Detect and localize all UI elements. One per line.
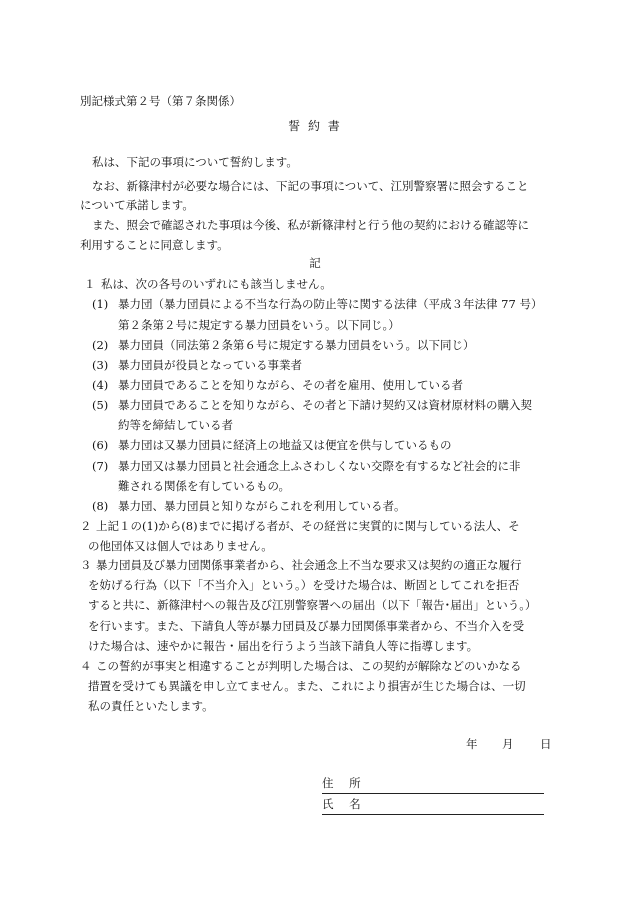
item-text: 私の責任といたします。 — [88, 699, 214, 713]
ki-heading: 記 — [309, 256, 321, 270]
item-number: ４ — [80, 659, 92, 673]
subitem-number: (7) — [92, 459, 109, 473]
subitem-text: 暴力団又は暴力団員と社会通念上ふさわしくない交際を有するなど社会的に非 — [118, 459, 521, 473]
item-number: ３ — [80, 558, 92, 572]
item-text: 私は、次の各号のいずれにも該当しません。 — [101, 277, 332, 291]
subitem-text: 第２条第２号に規定する暴力団員をいう。以下同じ。） — [118, 318, 400, 332]
item-text: この誓約が事実と相違することが判明した場合は、この契約が解除などのいかなる — [96, 659, 522, 673]
subitem-text: 難される関係を有しているもの。 — [118, 479, 291, 493]
item-text: を行います。また、下請負人等が暴力団員及び暴力団関係事業者から、不当介入を受 — [88, 619, 525, 633]
date-year-label: 年 — [466, 737, 478, 751]
intro-line: について承諾します。 — [80, 198, 194, 212]
subitem-number: (3) — [92, 358, 109, 372]
subitem-text: 約等を締結している者 — [118, 418, 233, 432]
subitem-text: 暴力団員が役員となっている事業者 — [118, 358, 302, 372]
document-title: 誓 約 書 — [288, 119, 342, 133]
item-text: すると共に、新篠津村への報告及び江別警察署への届出（以下「報告･届出」という。） — [88, 598, 537, 612]
subitem-text: 暴力団員であることを知りながら、その者を雇用、使用している者 — [118, 378, 463, 392]
subitem-text: 暴力団（暴力団員による不当な行為の防止等に関する法律（平成３年法律 77 号） — [118, 297, 543, 311]
address-label: 住 所 — [322, 776, 367, 790]
form-label: 別記様式第２号（第７条関係） — [80, 94, 241, 108]
item-text: 措置を受けても異議を申し立てません。また、これにより損害が生じた場合は、一切 — [88, 679, 526, 693]
subitem-number: (6) — [92, 438, 109, 452]
subitem-number: (2) — [92, 338, 109, 352]
subitem-number: (5) — [92, 398, 109, 412]
intro-line: また、照会で確認された事項は今後、私が新篠津村と行う他の契約における確認等に — [92, 218, 529, 232]
item-text: 暴力団員及び暴力団関係事業者から、社会通念上不当な要求又は契約の適正な履行 — [96, 558, 522, 572]
intro-line: 利用することに同意します。 — [80, 238, 229, 252]
item-text: を妨げる行為（以下「不当介入」という。）を受けた場合は、断固としてこれを拒否 — [88, 578, 520, 592]
item-text: 上記１の(1)から(8)までに掲げる者が、その経営に実質的に関与している法人、そ — [96, 519, 520, 533]
subitem-text: 暴力団員であることを知りながら、その者と下請け契約又は資材原材料の購入契 — [118, 398, 532, 412]
intro-line: 私は、下記の事項について誓約します。 — [92, 155, 298, 169]
address-field[interactable] — [322, 793, 544, 794]
subitem-number: (1) — [92, 297, 109, 311]
name-label: 氏 名 — [322, 797, 367, 811]
intro-line: なお、新篠津村が必要な場合には、下記の事項について、江別警察署に照会すること — [92, 179, 529, 193]
subitem-number: (4) — [92, 378, 109, 392]
item-text: けた場合は、速やかに報告・届出を行うよう当該下請負人等に指導します。 — [88, 639, 479, 653]
date-day-label: 日 — [540, 737, 552, 751]
date-month-label: 月 — [502, 737, 514, 751]
item-text: の他団体又は個人ではありません。 — [88, 539, 273, 553]
name-field[interactable] — [322, 814, 544, 815]
subitem-number: (8) — [92, 499, 109, 513]
subitem-text: 暴力団員（同法第２条第６号に規定する暴力団員をいう。以下同じ） — [118, 338, 475, 352]
item-number: ２ — [80, 519, 92, 533]
item-number: １ — [84, 277, 96, 291]
subitem-text: 暴力団は又暴力団員に経済上の地益又は便宜を供与しているもの — [118, 438, 452, 452]
subitem-text: 暴力団、暴力団員と知りながらこれを利用している者。 — [118, 499, 406, 513]
